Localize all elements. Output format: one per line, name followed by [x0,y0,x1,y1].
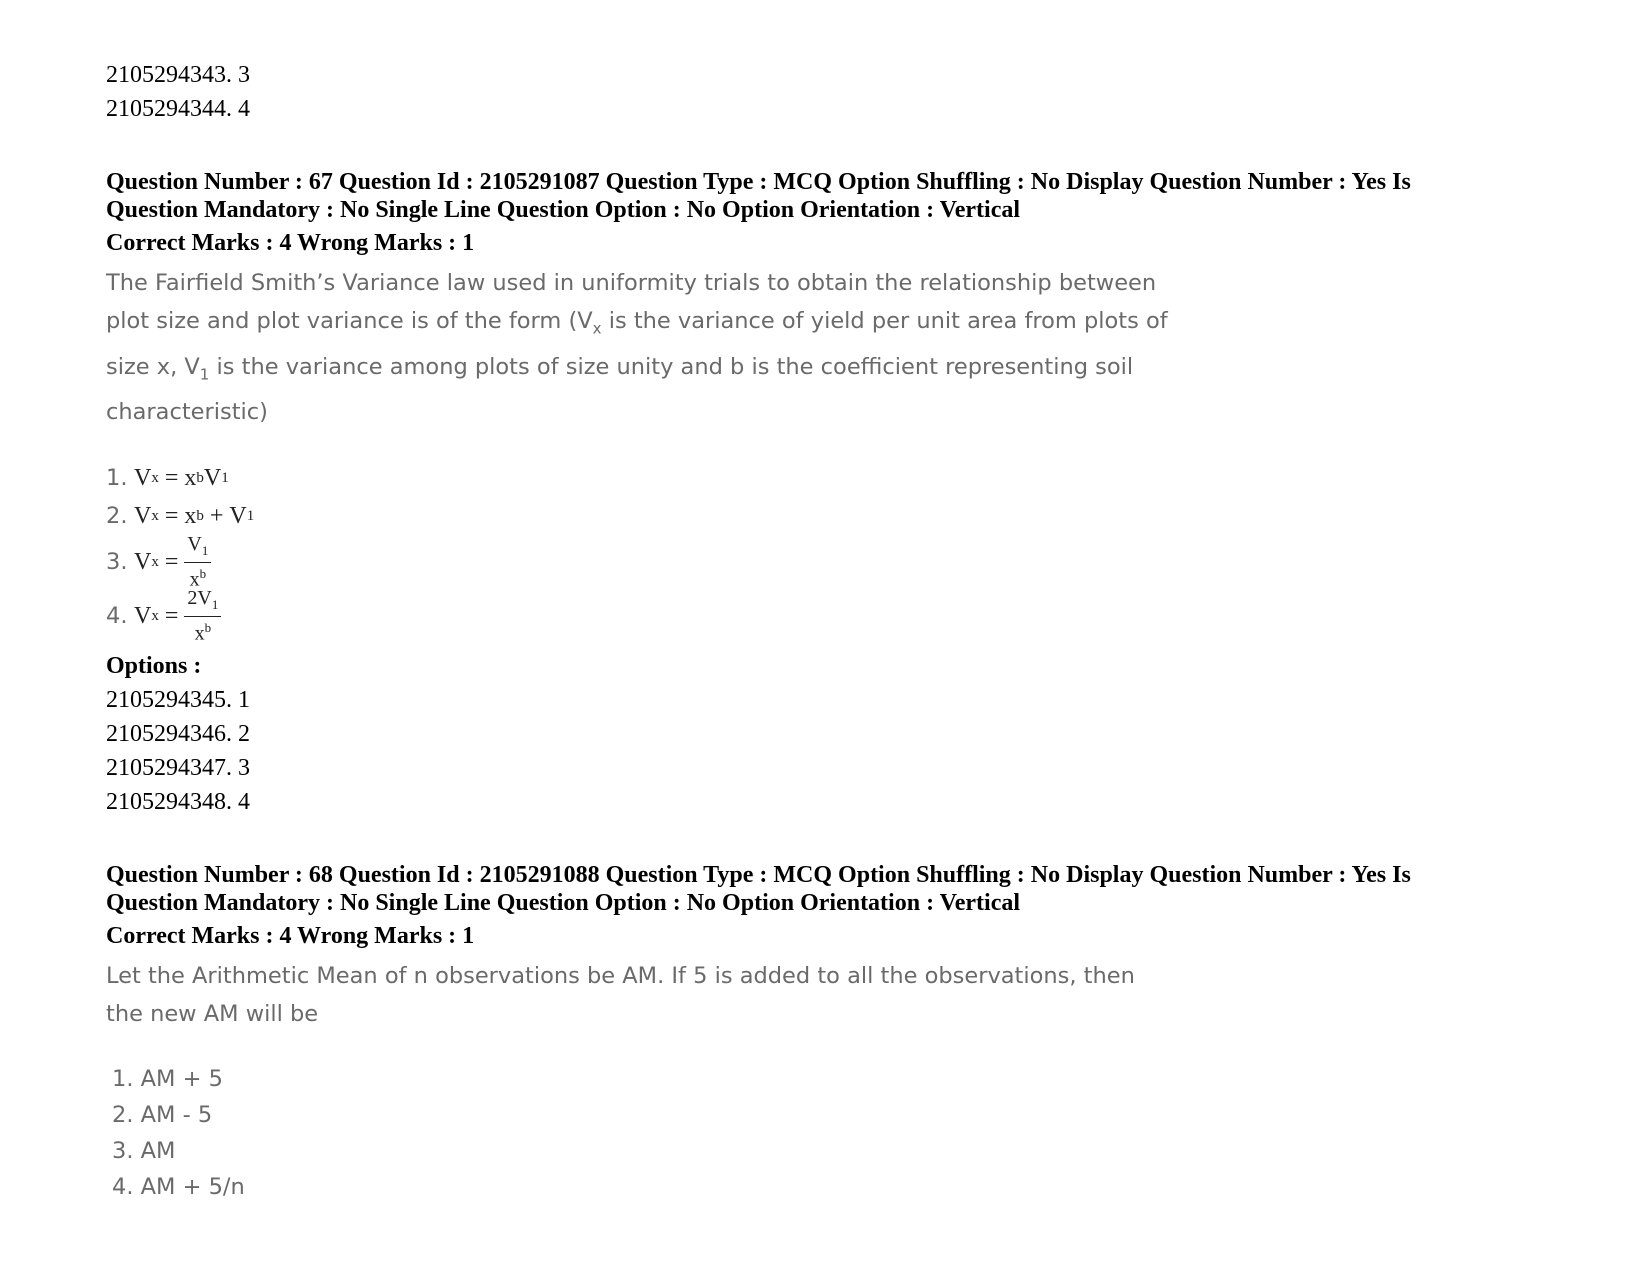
choice-item: 4. AM + 5/n [112,1174,245,1200]
choice-item: 2. AM - 5 [112,1102,213,1128]
document-page [106,58,1586,1205]
option-id-line: 2105294344. 4 [106,96,250,122]
stem-line: The Fairfield Smith’s Variance law used in uniformity trials to obtain the relationship between [106,270,1157,296]
option-id-line: 2105294343. 3 [106,62,250,88]
choice-formula: 2. V x = x b + V 1 [106,502,255,529]
formula: V x = $\frac{2V_1}{x^b}$ [134,587,221,645]
question-meta-line: Question Mandatory : No Single Line Question Option : No Option Orientation : Vertical [106,197,1021,223]
question-marks: Correct Marks : 4 Wrong Marks : 1 [106,923,475,949]
stem-line: Let the Arithmetic Mean of n observations be AM. If 5 is added to all the observations, then [106,963,1135,989]
question-meta [106,168,1586,224]
question-meta-line: Question Mandatory : No Single Line Question Option : No Option Orientation : Vertical [106,890,1021,916]
question-meta-line: Question Number : 67 Question Id : 2105291087 Question Type : MCQ Option Shuffling : No Display Question Number : Yes Is [106,169,1411,195]
question-choices [106,459,1586,643]
stem-line: size x, $V_1$ is the variance among plots of size unity and b is the coefficient representing soil [106,353,1134,383]
option-id-line: 2105294347. 3 [106,755,250,781]
question-stem [106,957,1206,1033]
choice-item: 1. AM + 5 [112,1066,223,1092]
question-meta-line: Question Number : 68 Question Id : 2105291088 Question Type : MCQ Option Shuffling : No Display Question Number : Yes Is [106,862,1411,888]
option-id-line: 2105294346. 2 [106,721,250,747]
formula: V x = $\frac{V_1}{x^b}$ [134,533,211,591]
choice-formula: 3. V x = $\frac{V_1}{x^b}$ [106,535,1586,589]
options-list [106,683,1586,819]
question-68 [106,861,1586,1205]
stem-line: the new AM will be [106,1001,319,1027]
stem-line: characteristic) [106,399,268,425]
question-stem [106,264,1206,431]
choice-item: 3. AM [112,1138,176,1164]
question-67 [106,168,1586,819]
option-id-line: 2105294345. 1 [106,687,250,713]
previous-question-options [106,58,1586,126]
question-choices [106,1061,1586,1205]
stem-line: plot size and plot variance is of the form ($V_x$ is the variance of yield per unit area from plots of [106,308,1168,338]
question-meta [106,861,1586,917]
option-id-line: 2105294348. 4 [106,789,250,815]
formula: V x = x b + V 1 [134,502,255,529]
question-marks: Correct Marks : 4 Wrong Marks : 1 [106,230,475,256]
choice-formula: 1. V x = x b V 1 [106,464,229,491]
options-label: Options : [106,653,202,679]
choice-formula: 4. V x = $\frac{2V_1}{x^b}$ [106,589,1586,643]
formula: V x = x b V 1 [134,464,229,491]
